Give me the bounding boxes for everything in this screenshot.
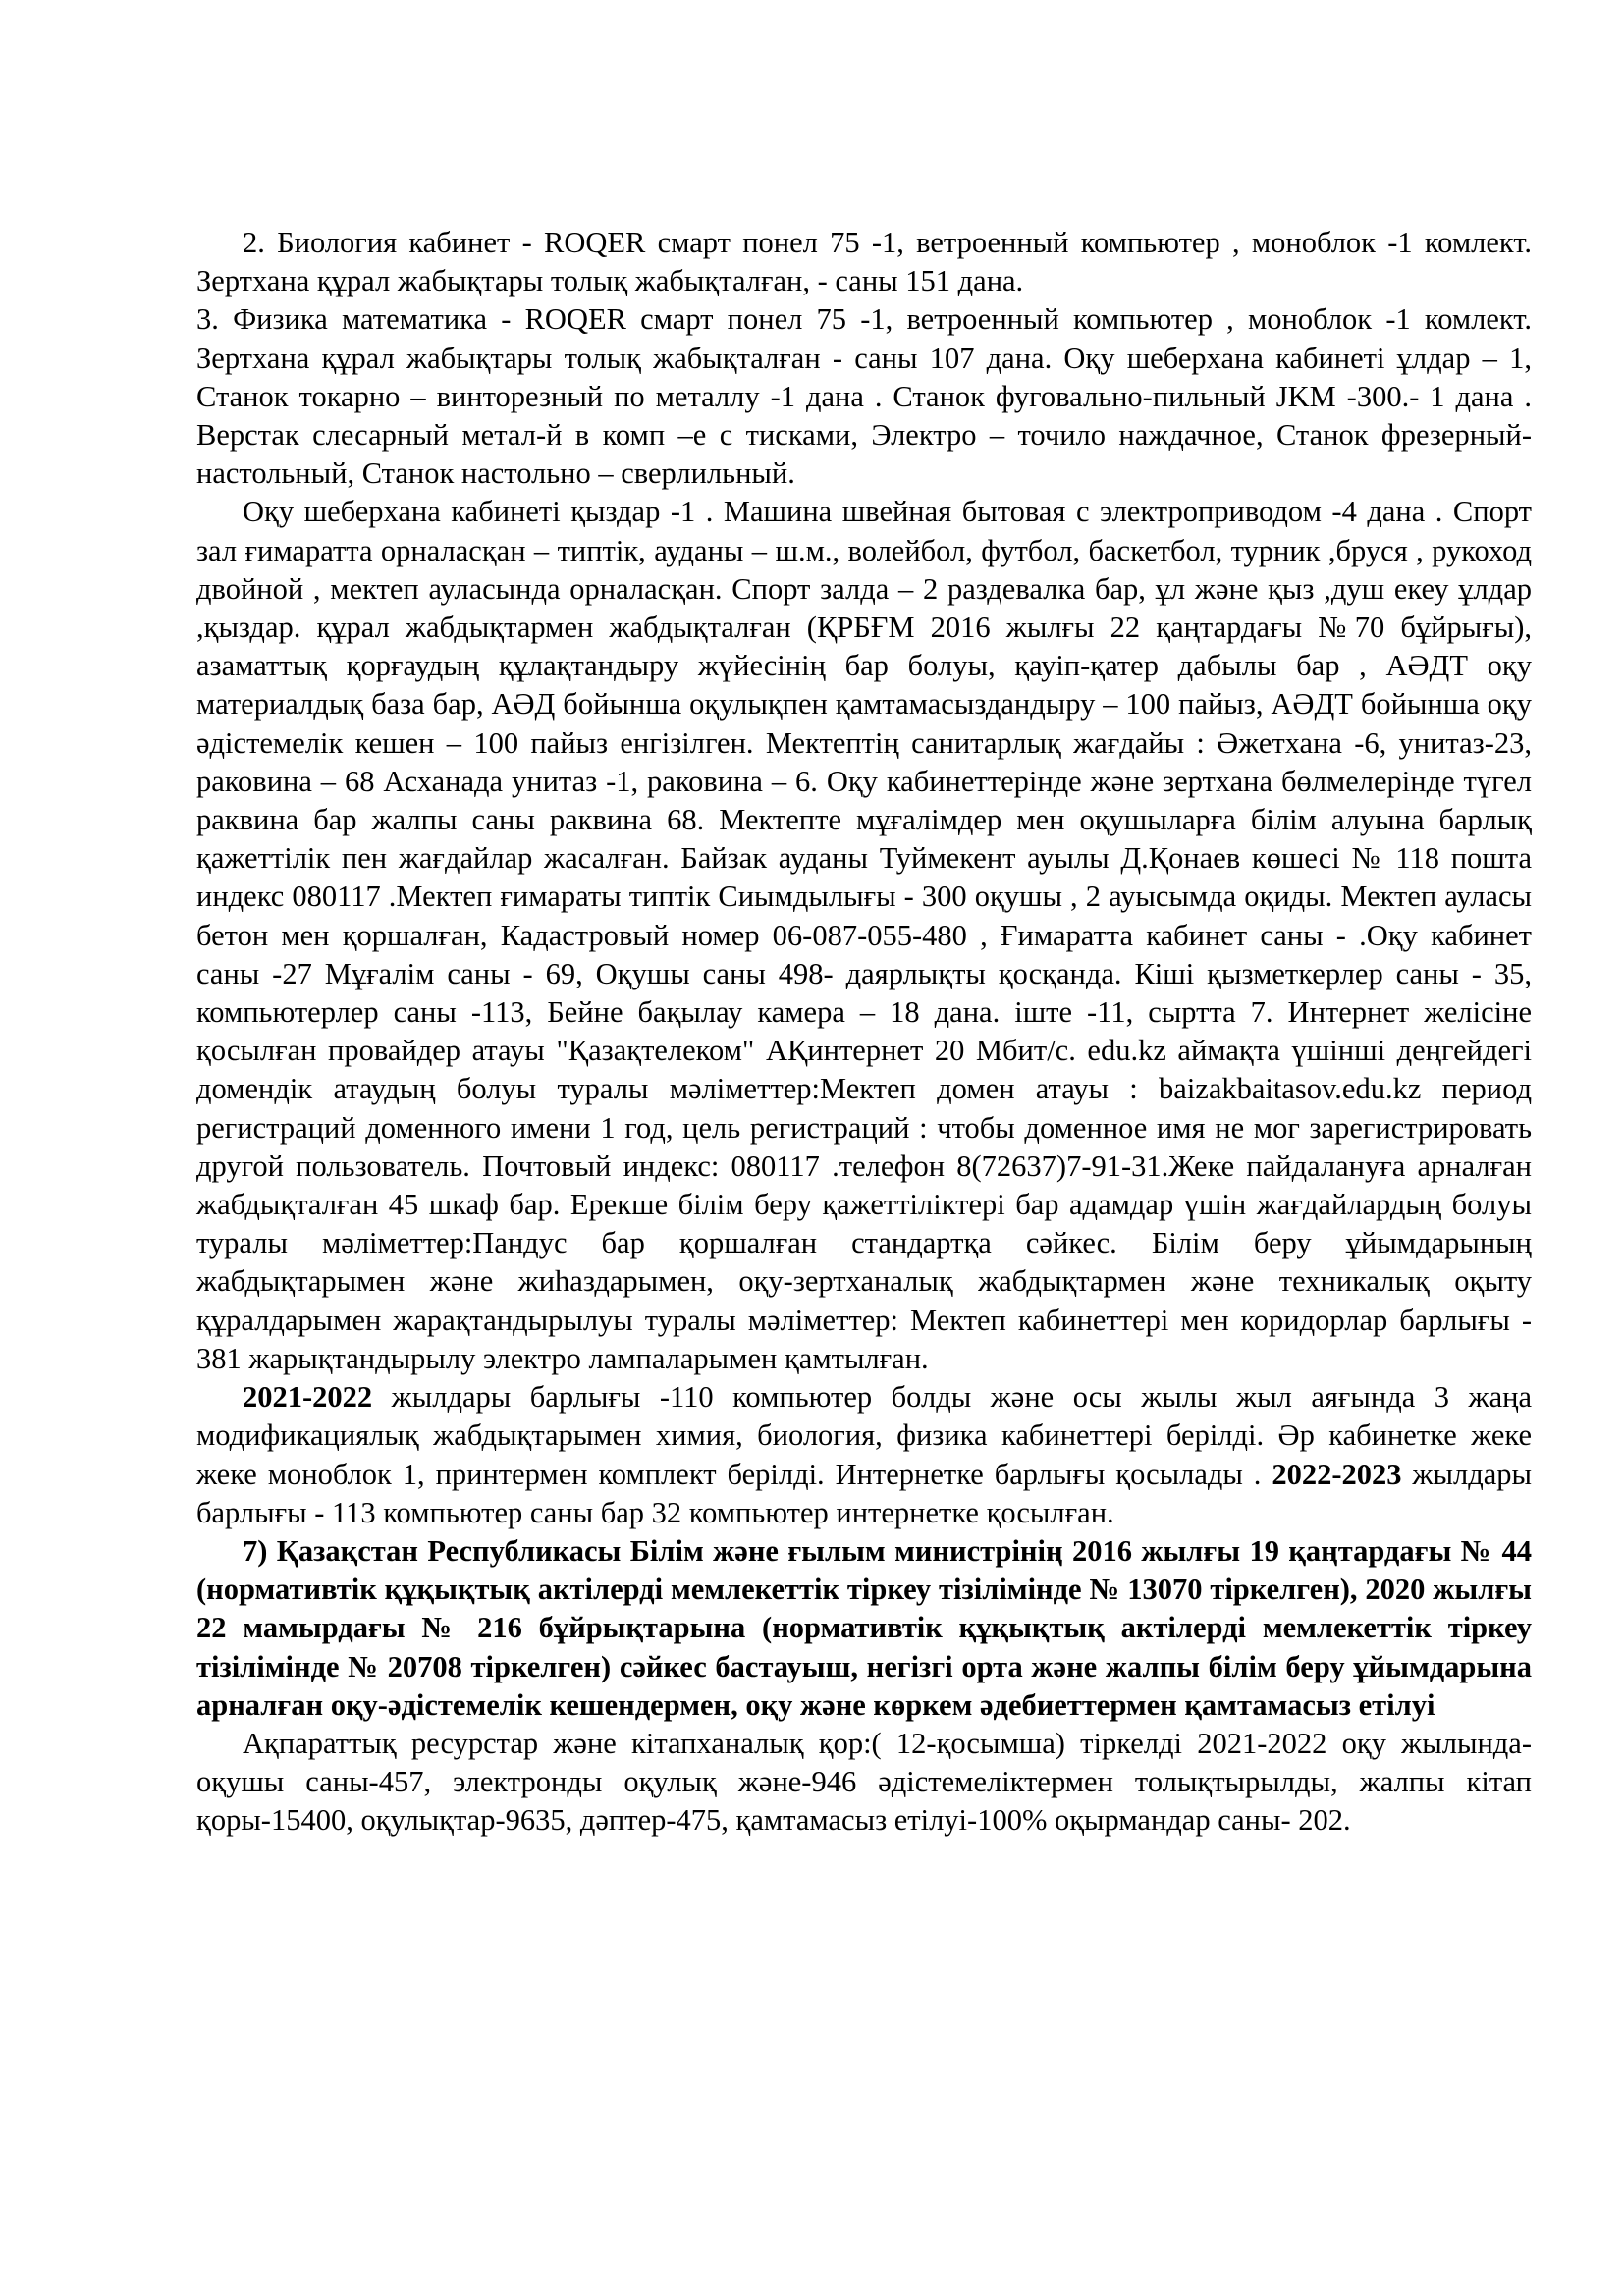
text-segment: жылдары барлығы - 113 компьютер саны бар 32 компьютер интернетке қосылған.: [196, 1457, 1532, 1529]
document-body: [196, 224, 1532, 1841]
paragraph-p2: [196, 493, 1532, 1378]
text-segment: 3. Физика математика - ROQER смарт понел 75 -1, ветроенный компьютер , моноблок -1 комлект. Зертхана құрал жабықтары толық жабықталған - саны 107 дана. Оқу шеберхана кабинеті ұлдар – 1, Станок токарно – винторезный по металлу -1 дана . Станок фуговально-пильный JKM -300.- 1 дана . Верстак слесарный метал-й в комп –е с тисками, Электро – точило наждачное, Станок фрезерный- настольный, Станок настольно – сверлильный.: [196, 302, 1532, 491]
paragraph-p4: [196, 1532, 1532, 1725]
paragraph-p1: [196, 224, 1532, 493]
text-segment: жылдары барлығы -110 компьютер болды және осы жылы жыл аяғында 3 жаңа модификациялық жабдықтарымен химия, биология, физика кабинеттері берілді. Әр кабинетке жеке жеке моноблок 1, принтермен комплект берілді. Интернетке барлығы қосылады .: [196, 1380, 1532, 1491]
paragraph-p5: [196, 1725, 1532, 1841]
paragraph-p3: [196, 1378, 1532, 1532]
text-segment: Ақпараттық ресурстар және кітапханалық қор:( 12-қосымша) тіркелді 2021-2022 оқу жылында-оқушы саны-457, электронды оқулық және-946 әдістемеліктермен толықтырылды, жалпы кітап қоры-15400, оқулықтар-9635, дәптер-475, қамтамасыз етілуі-100% оқырмандар саны- 202.: [196, 1726, 1532, 1838]
text-segment: 7) Қазақстан Республикасы Білім және ғылым министрінің 2016 жылғы 19 қаңтардағы № 44 (нормативтік құқықтық актілерді мемлекеттік тіркеу тізілімінде № 13070 тіркелген), 2020 жылғы 22 мамырдағы № 216 бұйрықтарына (нормативтік құқықтық актілерді мемлекеттік тіркеу тізілімінде № 20708 тіркелген) сәйкес бастауыш, негізгі орта және жалпы білім беру ұйымдарына арналған оқу-әдістемелік кешендермен, оқу және көркем әдебиеттермен қамтамасыз етілуі: [196, 1533, 1532, 1722]
bold-text-segment: 2022-2023: [1272, 1457, 1402, 1491]
text-segment: 2. Биология кабинет - ROQER смарт понел 75 -1, ветроенный компьютер , моноблок -1 комлект. Зертхана құрал жабықтары толық жабықталған, - саны 151 дана.: [196, 226, 1532, 298]
text-segment: Оқу шеберхана кабинеті қыздар -1 . Машина швейная бытовая с электроприводом -4 дана . Спорт зал ғимаратта орналасқан – типтік, ауданы – ш.м., волейбол, футбол, баскетбол, турник ,бруся , рукоход двойной , мектеп ауласында орналасқан. Спорт залда – 2 раздевалка бар, ұл және қыз ,душ екеу ұлдар ,қыздар. құрал жабдықтармен жабдықталған (ҚРБҒМ 2016 жылғы 22 қаңтардағы №70 бұйрығы), азаматтық қорғаудың құлақтандыру жүйесінің бар болуы, қауіп-қатер дабылы бар , АӘДТ оқу материалдық база бар, АӘД бойынша оқулықпен қамтамасыздандыру – 100 пайыз, АӘДТ бойынша оқу әдістемелік кешен – 100 пайыз енгізілген. Мектептің санитарлық жағдайы : Әжетхана -6, унитаз-23, раковина – 68 Асханада унитаз -1, раковина – 6. Оқу кабинеттерінде және зертхана бөлмелерінде түгел раквина бар жалпы саны раквина 68. Мектепте мұғалімдер мен оқушыларға білім алуына барлық қажеттілік пен жағдайлар жасалған. Байзак ауданы Туймекент ауылы Д.Қонаев көшесі № 118 пошта индекс 080117 .Мектеп ғимараты типтік Сиымдылығы - 300 оқушы , 2 ауысымда оқиды. Мектеп ауласы бетон мен қоршалған, Кадастровый номер 06-087-055-480 , Ғимаратта кабинет саны - .Оқу кабинет саны -27 Мұғалім саны - 69, Оқушы саны 498- даярлықты қосқанда. Кіші қызметкерлер саны - 35, компьютерлер саны -113, Бейне бақылау камера – 18 дана. іште -11, сыртта 7. Интернет желісіне қосылған провайдер атауы "Қазақтелеком" АҚинтернет 20 Мбит/с. edu.kz аймақта үшінші деңгейдегі домендік атаудың болуы туралы мәліметтер:Мектеп домен атауы : baizakbaitasov.edu.kz период регистраций доменного имени 1 год, цель регистраций : чтобы доменное имя не мог зарегистрировать другой пользователь. Почтовый индекс: 080117 .телефон 8(72637)7-91-31.Жеке пайдалануға арналған жабдықталған 45 шкаф бар. Ерекше білім беру қажеттіліктері бар адамдар үшін жағдайлардың болуы туралы мәліметтер:Пандус бар қоршалған стандартқа сәйкес. Білім беру ұйымдарының жабдықтарымен және жиһаздарымен, оқу-зертханалық жабдықтармен және техникалық оқыту құралдарымен жарақтандырылуы туралы мәліметтер: Мектеп кабинеттері мен коридорлар барлығы - 381 жарықтандырылу электро лампаларымен қамтылған.: [196, 495, 1532, 1375]
bold-text-segment: 2021-2022: [243, 1380, 373, 1415]
